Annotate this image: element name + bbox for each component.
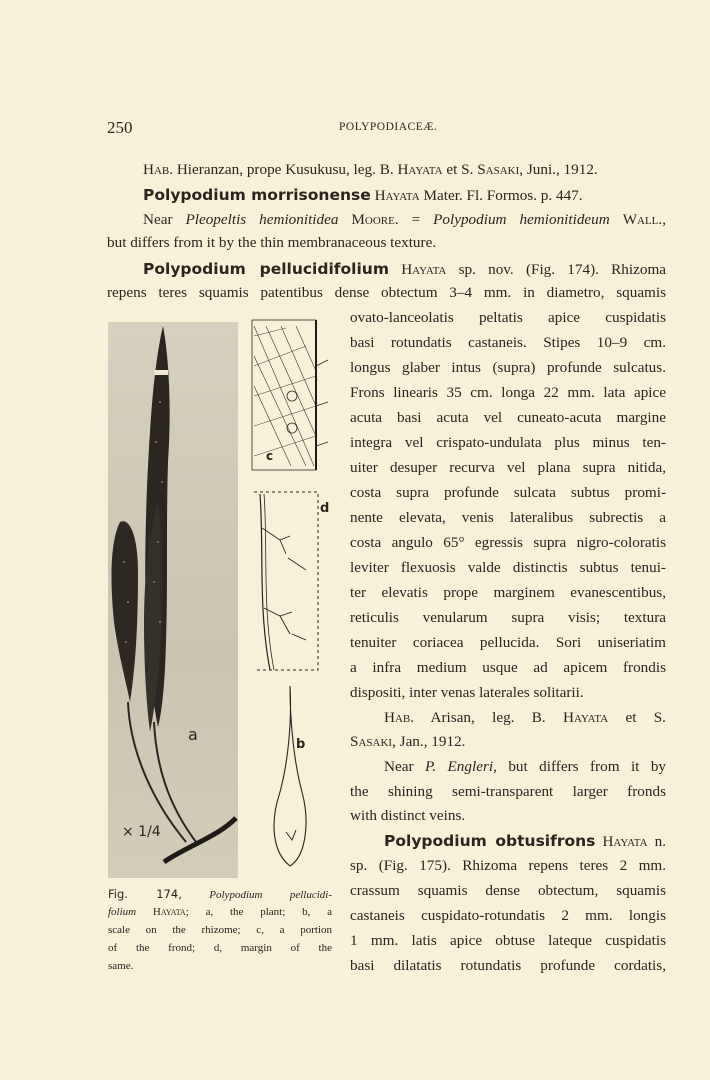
desc-line: crassum squamis dense obtectum, squamis bbox=[350, 882, 666, 899]
figure-caption-line-1: Fig. 174, Polypodium pellucidi- bbox=[108, 887, 333, 901]
desc-line: a infra medium usque ad apicem frondis bbox=[350, 659, 666, 676]
desc-line: basi dilatatis rotundatis profunde cordatis, bbox=[350, 957, 666, 974]
species-name: Polypodium pellucidifolium bbox=[143, 260, 389, 278]
desc-line: leviter flexuosis valde distinctis subtus tenui- bbox=[350, 559, 666, 576]
desc-line: costa supra profunde sulcata subtus promi- bbox=[350, 484, 666, 501]
figure-label-b: b bbox=[296, 737, 306, 752]
page-header bbox=[107, 118, 667, 138]
desc-line: reticulis venularum supra visis; textura bbox=[350, 609, 666, 626]
desc-line: dispositi, inter venas laterales solitarii. bbox=[350, 684, 584, 701]
species2-near-line: Near P. Engleri, but differs from it by bbox=[384, 758, 667, 775]
desc-line: longus glaber intus (supra) profunde sulcatus. bbox=[350, 359, 666, 376]
frond-portion-drawing bbox=[246, 316, 332, 476]
figure-label-c: c bbox=[266, 449, 274, 463]
desc-line: integra vel crispato-undulata plus minus ten- bbox=[350, 434, 666, 451]
figure-caption-line-5: same. bbox=[108, 960, 134, 972]
figure-label-a: a bbox=[188, 725, 198, 744]
species-name: Polypodium morrisonense bbox=[143, 186, 371, 204]
species-heading-morrisonense: Polypodium morrisonense Hayata Mater. Fl. Formos. p. 447. bbox=[143, 186, 583, 204]
desc-line: nente elevata, venis lateralibus subrectis a bbox=[350, 509, 666, 526]
desc-line: uiter desuper recurva vel plana supra nitida, bbox=[350, 459, 666, 476]
desc-line: ovato-lanceolatis peltatis apice cuspidatis bbox=[350, 309, 666, 326]
running-head: POLYPODIACEÆ. bbox=[339, 121, 438, 133]
species1-near-line: Near Pleopeltis hemionitidea Moore. = Polypodium hemionitideum Wall., bbox=[143, 211, 666, 228]
species-heading-obtusifrons: Polypodium obtusifrons Hayata n. bbox=[384, 832, 667, 850]
habitat-line-1: Hab. Hieranzan, prope Kusukusu, leg. B. Hayata et S. Sasaki, Juni., 1912. bbox=[143, 161, 598, 178]
desc-line: tenuiter coriacea pellucida. Sori uniseriatim bbox=[350, 634, 666, 651]
rhizome-scale-drawing bbox=[262, 682, 322, 872]
species2-near-line-2: the shining semi-transparent larger fronds bbox=[350, 783, 666, 800]
desc-line: castaneis cuspidato-rotundatis 2 mm. longis bbox=[350, 907, 666, 924]
desc-line: sp. (Fig. 175). Rhizoma repens teres 2 mm. bbox=[350, 857, 666, 874]
species1-texture-line: but differs from it by the thin membranaceous texture. bbox=[107, 234, 437, 251]
desc-line: basi rotundatis castaneis. Stipes 10–9 cm. bbox=[350, 334, 666, 351]
species2-near-line-3: with distinct veins. bbox=[350, 807, 466, 824]
frond-margin-drawing bbox=[250, 488, 336, 674]
page-number: 250 bbox=[107, 118, 133, 137]
scale-label: × 1/4 bbox=[122, 824, 161, 840]
figure-label-d: d bbox=[320, 501, 330, 516]
species-name: Polypodium obtusifrons bbox=[384, 832, 596, 850]
figure-caption-line-4: of the frond; d, margin of the bbox=[108, 942, 332, 954]
habitat-line-2: Hab. Arisan, leg. B. Hayata et S. bbox=[384, 709, 666, 726]
habitat-line-2b: Sasaki, Jan., 1912. bbox=[350, 733, 466, 750]
plant-photograph bbox=[108, 322, 238, 878]
species2-desc-line: repens teres squamis patentibus dense obtectum 3–4 mm. in diametro, squamis bbox=[107, 284, 666, 301]
desc-line: Frons linearis 35 cm. longa 22 mm. lata apice bbox=[350, 384, 666, 401]
desc-line: costa angulo 65° egressis supra nigro-coloratis bbox=[350, 534, 666, 551]
plant-illustration bbox=[108, 322, 238, 878]
species-heading-pellucidifolium: Polypodium pellucidifolium Hayata sp. nov. (Fig. 174). Rhizoma bbox=[143, 260, 667, 278]
desc-line: acuta basi acuta vel cuneato-acuta margine bbox=[350, 409, 666, 426]
figure-caption-line-2: folium Hayata; a, the plant; b, a bbox=[108, 906, 333, 918]
desc-line: 1 mm. latis apice obtuse lateque cuspidatis bbox=[350, 932, 666, 949]
desc-line: ter elevatis prope marginem evanescentibus, bbox=[350, 584, 666, 601]
figure-caption-line-3: scale on the rhizome; c, a portion bbox=[108, 924, 332, 936]
